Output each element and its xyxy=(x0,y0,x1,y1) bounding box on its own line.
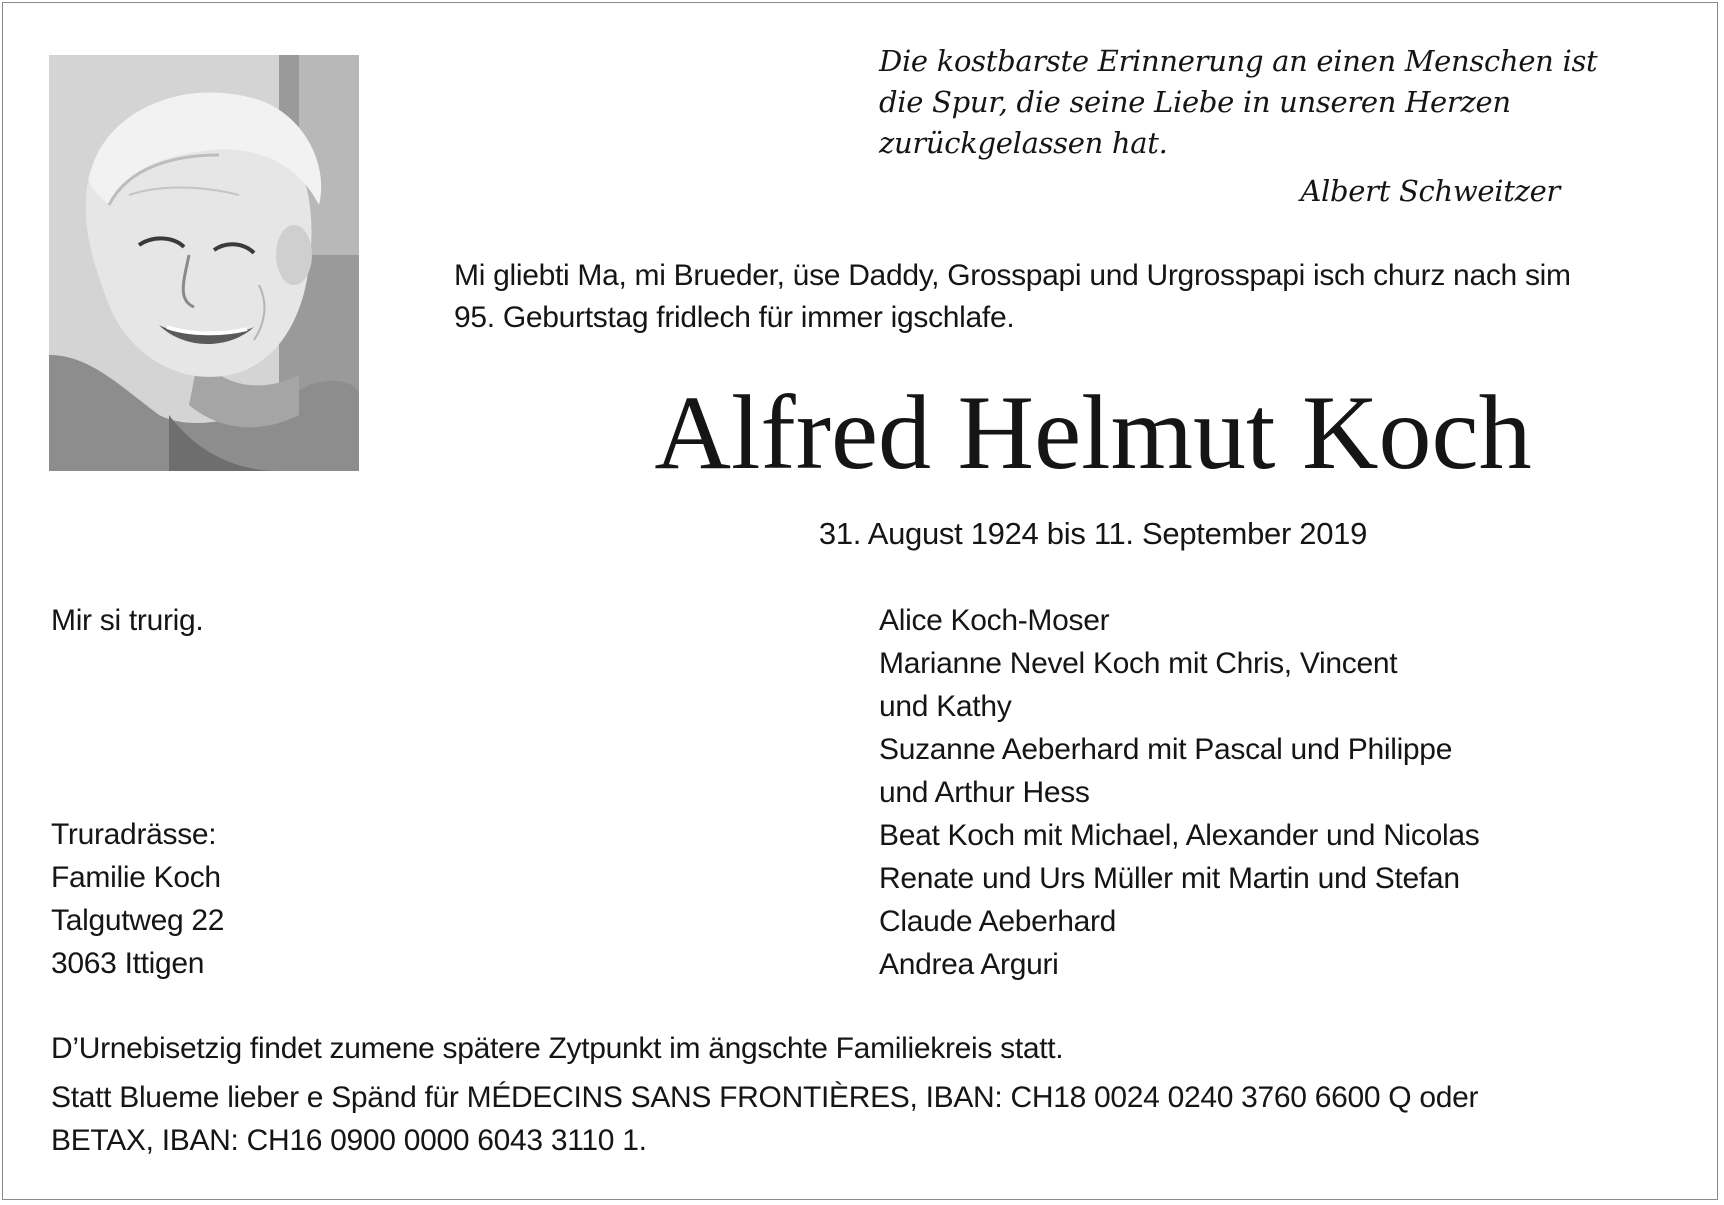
sorrow-text: Mir si trurig. xyxy=(51,604,204,637)
burial-note: D’Urnebisetzig findet zumene spätere Zytpunkt im ängschte Familiekreis statt. xyxy=(51,1032,1064,1065)
quote-text xyxy=(879,41,1598,164)
donation-line: Statt Blueme lieber e Spänd für MÉDECINS SANS FRONTIÈRES, IBAN: CH18 0024 0240 3760 6600 Q oder xyxy=(51,1081,1479,1114)
family-line: Andrea Arguri xyxy=(879,948,1059,981)
donation-line: BETAX, IBAN: CH16 0900 0000 6043 3110 1. xyxy=(51,1124,647,1157)
deceased-name: Alfred Helmut Koch xyxy=(654,374,1532,491)
address-line: Truradrässe: xyxy=(51,818,217,851)
family-line: und Arthur Hess xyxy=(879,776,1090,809)
family-line: Beat Koch mit Michael, Alexander und Nicolas xyxy=(879,819,1480,852)
quote-line: Die kostbarste Erinnerung an einen Menschen ist xyxy=(879,44,1598,78)
life-dates: 31. August 1924 bis 11. September 2019 xyxy=(818,516,1368,551)
intro-text xyxy=(454,255,1704,339)
family-line: Claude Aeberhard xyxy=(879,905,1117,938)
quote-line: zurückgelassen hat. xyxy=(879,126,1168,160)
address-line: 3063 Ittigen xyxy=(51,947,205,980)
obituary-notice xyxy=(2,2,1718,1200)
family-list xyxy=(879,599,1679,986)
footer-notes xyxy=(51,1027,1681,1162)
quote-line: die Spur, die seine Liebe in unseren Herzen xyxy=(879,85,1511,119)
family-line: Suzanne Aeberhard mit Pascal und Philippe xyxy=(879,733,1453,766)
mourning-address xyxy=(51,813,551,985)
family-line: und Kathy xyxy=(879,690,1012,723)
family-line: Renate und Urs Müller mit Martin und Stefan xyxy=(879,862,1460,895)
portrait-photo xyxy=(49,55,359,471)
sorrow-statement xyxy=(51,599,551,642)
intro-line: Mi gliebti Ma, mi Brueder, üse Daddy, Grosspapi und Urgrosspapi isch churz nach sim xyxy=(454,259,1571,292)
portrait-image xyxy=(49,55,359,471)
family-line: Marianne Nevel Koch mit Chris, Vincent xyxy=(879,647,1398,680)
family-line: Alice Koch-Moser xyxy=(879,604,1110,637)
intro-line: 95. Geburtstag fridlech für immer igschlafe. xyxy=(454,301,1015,334)
address-line: Familie Koch xyxy=(51,861,221,894)
quote-author: Albert Schweitzer xyxy=(1300,174,1560,208)
address-line: Talgutweg 22 xyxy=(51,904,225,937)
